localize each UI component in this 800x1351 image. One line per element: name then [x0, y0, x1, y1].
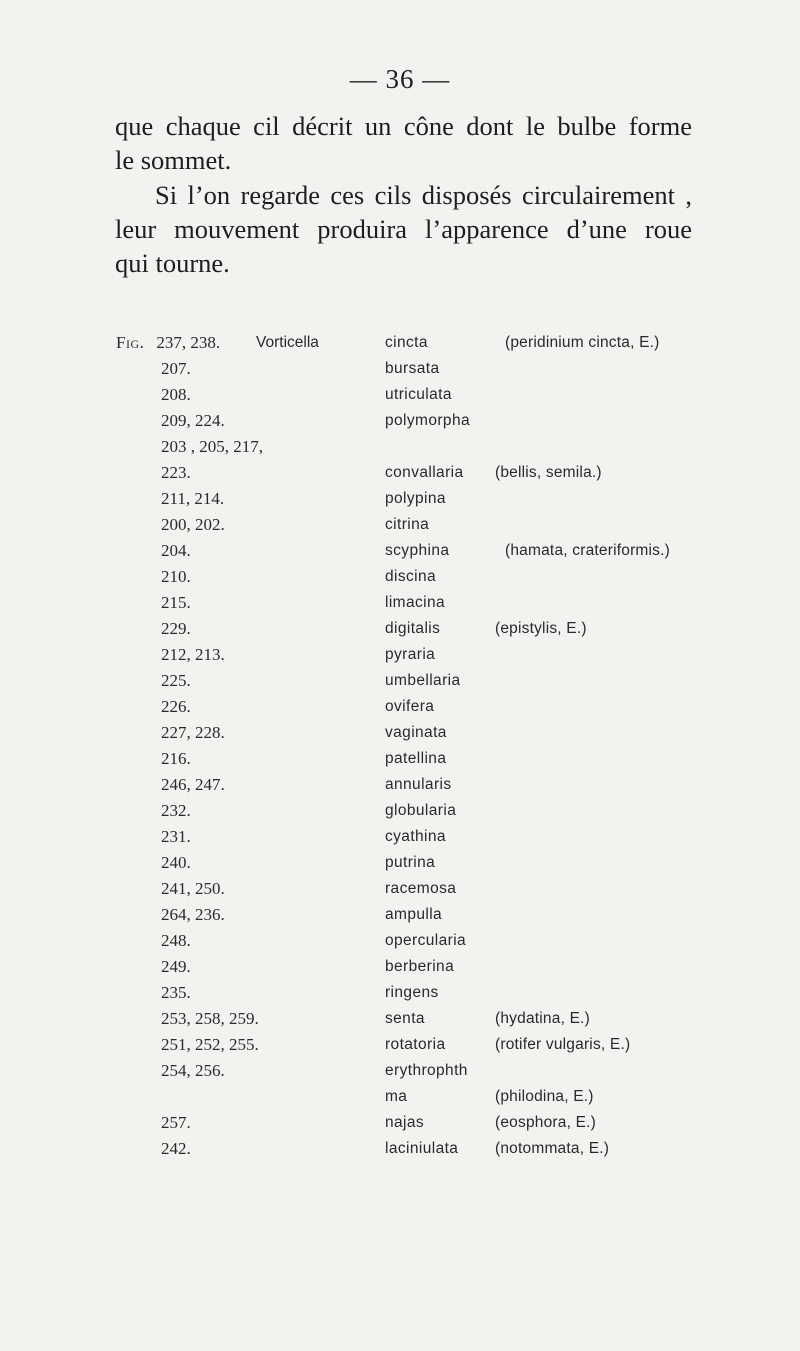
species-name: globularia	[385, 802, 457, 819]
table-row	[0, 644, 800, 666]
table-row	[0, 488, 800, 510]
table-row	[0, 852, 800, 874]
synonym-note: (peridinium cincta, E.)	[505, 334, 660, 351]
species-name: cyathina	[385, 828, 446, 845]
figure-number-text: 257.	[161, 1113, 191, 1132]
synonym-note: (hamata, crateriformis.)	[505, 542, 670, 559]
figure-number-text: 251, 252, 255.	[161, 1035, 259, 1054]
species-name: convallaria	[385, 464, 464, 481]
figure-numbers	[161, 878, 225, 900]
species-name: cincta	[385, 334, 428, 351]
table-row	[0, 956, 800, 978]
table-row	[0, 826, 800, 848]
species-name: vaginata	[385, 724, 447, 741]
species-name: berberina	[385, 958, 455, 975]
species-name: ampulla	[385, 906, 443, 923]
table-row	[0, 670, 800, 692]
figure-number-text: 210.	[161, 567, 191, 586]
table-row	[0, 514, 800, 536]
species-name: erythrophth	[385, 1062, 468, 1079]
figure-numbers	[161, 1112, 191, 1134]
paragraph-line: que chaque cil décrit un cône dont le bulbe forme	[115, 111, 692, 141]
figure-numbers	[161, 930, 191, 952]
figure-number-text: 229.	[161, 619, 191, 638]
figure-numbers	[161, 618, 191, 640]
table-row	[0, 462, 800, 484]
synonym-note: (rotifer vulgaris, E.)	[495, 1036, 631, 1053]
species-name: umbellaria	[385, 672, 461, 689]
figure-numbers	[161, 1060, 225, 1082]
figure-number-text: 200, 202.	[161, 515, 225, 534]
table-row	[0, 618, 800, 640]
figure-numbers	[161, 540, 191, 562]
figure-number-text: 264, 236.	[161, 905, 225, 924]
species-name: ovifera	[385, 698, 435, 715]
figure-numbers	[161, 514, 225, 536]
synonym-note: (epistylis, E.)	[495, 620, 587, 637]
figure-numbers	[161, 852, 191, 874]
figure-number-text: 204.	[161, 541, 191, 560]
figure-numbers	[161, 410, 225, 432]
figure-number-text: 212, 213.	[161, 645, 225, 664]
synonym-note: (notommata, E.)	[495, 1140, 610, 1157]
figure-numbers	[161, 644, 225, 666]
figure-numbers	[161, 670, 191, 692]
figure-number-text: 235.	[161, 983, 191, 1002]
paragraph-line: le sommet.	[115, 145, 232, 175]
table-row	[0, 1060, 800, 1082]
synonym-note: (bellis, semila.)	[495, 464, 602, 481]
species-name: scyphina	[385, 542, 450, 559]
species-name: senta	[385, 1010, 425, 1027]
figure-number-text: 241, 250.	[161, 879, 225, 898]
species-name: utriculata	[385, 386, 452, 403]
species-name: polypina	[385, 490, 446, 507]
figure-numbers	[161, 722, 225, 744]
table-row	[0, 1034, 800, 1056]
species-name: citrina	[385, 516, 430, 533]
synonym-note: (philodina, E.)	[495, 1088, 594, 1105]
figure-numbers	[161, 748, 191, 770]
table-row	[0, 384, 800, 406]
species-name: limacina	[385, 594, 446, 611]
table-row	[0, 1138, 800, 1160]
table-row	[0, 748, 800, 770]
figure-number-text: 203 , 205, 217,	[161, 437, 263, 456]
figure-numbers	[161, 1138, 191, 1160]
figure-numbers	[161, 800, 191, 822]
table-row	[0, 930, 800, 952]
figure-number-text: 211, 214.	[161, 489, 225, 508]
figure-number-text: 223.	[161, 463, 191, 482]
figure-numbers	[161, 904, 225, 926]
species-name: pyraria	[385, 646, 436, 663]
table-row	[0, 358, 800, 380]
species-name: opercularia	[385, 932, 467, 949]
table-row	[0, 800, 800, 822]
figure-numbers	[161, 358, 191, 380]
figure-number-text: 246, 247.	[161, 775, 225, 794]
paragraph-line: qui tourne.	[115, 248, 230, 278]
species-name: ringens	[385, 984, 439, 1001]
table-row	[0, 982, 800, 1004]
figure-number-text: 225.	[161, 671, 191, 690]
species-name: discina	[385, 568, 437, 585]
paragraph-line: leur mouvement produira l’apparence d’une roue	[115, 214, 692, 244]
synonym-note: (hydatina, E.)	[495, 1010, 590, 1027]
table-row	[0, 774, 800, 796]
figure-label: Fig.	[116, 333, 145, 352]
table-row	[0, 878, 800, 900]
species-name: putrina	[385, 854, 436, 871]
figure-numbers	[161, 826, 191, 848]
figure-number-text: 226.	[161, 697, 191, 716]
species-name: ma	[385, 1088, 408, 1105]
genus-name: Vorticella	[256, 334, 319, 351]
figure-numbers	[161, 696, 191, 718]
figure-numbers	[161, 436, 263, 458]
species-name: racemosa	[385, 880, 457, 897]
figure-number-text: 207.	[161, 359, 191, 378]
figure-number-text: 254, 256.	[161, 1061, 225, 1080]
table-row	[0, 332, 800, 354]
table-row	[0, 410, 800, 432]
species-name: bursata	[385, 360, 440, 377]
figure-number-text: 209, 224.	[161, 411, 225, 430]
figure-number-text: 216.	[161, 749, 191, 768]
figure-numbers	[161, 566, 191, 588]
figure-number-text: 249.	[161, 957, 191, 976]
figure-number-text: 237, 238.	[156, 333, 221, 352]
table-row	[0, 722, 800, 744]
table-row	[0, 696, 800, 718]
figure-number-text: 253, 258, 259.	[161, 1009, 259, 1028]
table-row	[0, 1008, 800, 1030]
table-row	[0, 904, 800, 926]
table-row	[0, 540, 800, 562]
table-row	[0, 566, 800, 588]
figure-number-text: 231.	[161, 827, 191, 846]
page-number: — 36 —	[349, 64, 451, 94]
synonym-note: (eosphora, E.)	[495, 1114, 597, 1131]
figure-number-text: 227, 228.	[161, 723, 225, 742]
figure-numbers	[161, 592, 191, 614]
figure-number-text: 232.	[161, 801, 191, 820]
figure-numbers	[161, 956, 191, 978]
species-name: digitalis	[385, 620, 441, 637]
species-name: najas	[385, 1114, 425, 1131]
table-row	[0, 436, 800, 458]
figure-number-text: 240.	[161, 853, 191, 872]
figure-numbers	[161, 1008, 259, 1030]
figure-number-text: 215.	[161, 593, 191, 612]
species-name: laciniulata	[385, 1140, 459, 1157]
figure-numbers	[161, 1034, 259, 1056]
paragraph-line: Si l’on regarde ces cils disposés circulairement ,	[155, 180, 692, 210]
figure-numbers	[161, 462, 191, 484]
species-name: rotatoria	[385, 1036, 446, 1053]
figure-number-text: 248.	[161, 931, 191, 950]
figure-numbers	[161, 488, 224, 510]
figure-numbers	[161, 982, 191, 1004]
table-row	[0, 1086, 800, 1108]
figure-numbers	[116, 332, 220, 354]
species-name: polymorpha	[385, 412, 470, 429]
species-name: patellina	[385, 750, 447, 767]
species-name: annularis	[385, 776, 452, 793]
table-row	[0, 592, 800, 614]
table-row	[0, 1112, 800, 1134]
figure-number-text: 208.	[161, 385, 191, 404]
figure-number-text: 242.	[161, 1139, 191, 1158]
figure-numbers	[161, 774, 225, 796]
figure-numbers	[161, 384, 191, 406]
